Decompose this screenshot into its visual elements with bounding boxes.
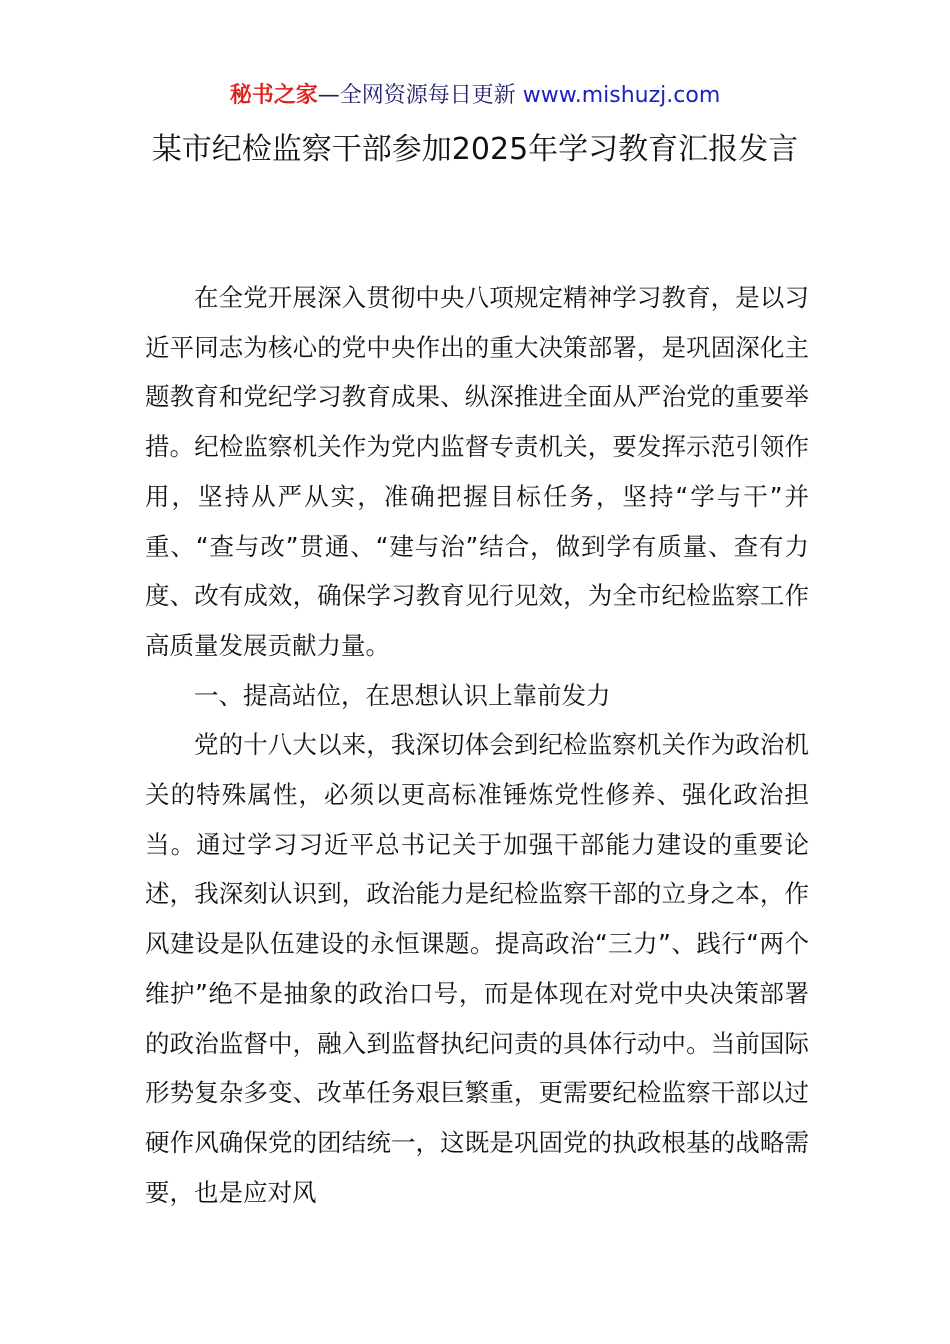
watermark-brand: 秘书之家 <box>229 83 318 108</box>
paragraph-intro: 在全党开展深入贯彻中央八项规定精神学习教育，是以习近平同志为核心的党中央作出的重大决策部署，是巩固深化主题教育和党纪学习教育成果、纵深推进全面从严治党的重要举措。纪检监察机关作为党内监督专责机关，要发挥示范引领作用，坚持从严从实，准确把握目标任务，坚持“学与干”并重、“查与改”贯通、“建与治”结合，做到学有质量、查有力度、改有成效，确保学习教育见行见效，为全市纪检监察工作高质量发展贡献力量。 <box>145 283 809 660</box>
paragraph-section-1: 党的十八大以来，我深切体会到纪检监察机关作为政治机关的特殊属性，必须以更高标准锤炼党性修养、强化政治担当。通过学习习近平总书记关于加强干部能力建设的重要论述，我深刻认识到，政治能力是纪检监察干部的立身之本，作风建设是队伍建设的永恒课题。提高政治“三力”、践行“两个维护”绝不是抽象的政治口号，而是体现在对党中央决策部署的政治监督中，融入到监督执纪问责的具体行动中。当前国际形势复杂多变、改革任务艰巨繁重，更需要纪检监察干部以过硬作风确保党的团结统一，这既是巩固党的执政根基的战略需要，也是应对风 <box>145 730 809 1207</box>
section-heading-1: 一、提高站位，在思想认识上靠前发力 <box>194 680 611 710</box>
watermark-tagline: —全网资源每日更新 <box>317 83 523 108</box>
site-watermark <box>0 80 950 112</box>
document-body <box>145 273 809 1217</box>
document-title: 某市纪检监察干部参加2025年学习教育汇报发言 <box>151 132 799 167</box>
watermark-url[interactable]: www.mishuzj.com <box>522 83 721 108</box>
